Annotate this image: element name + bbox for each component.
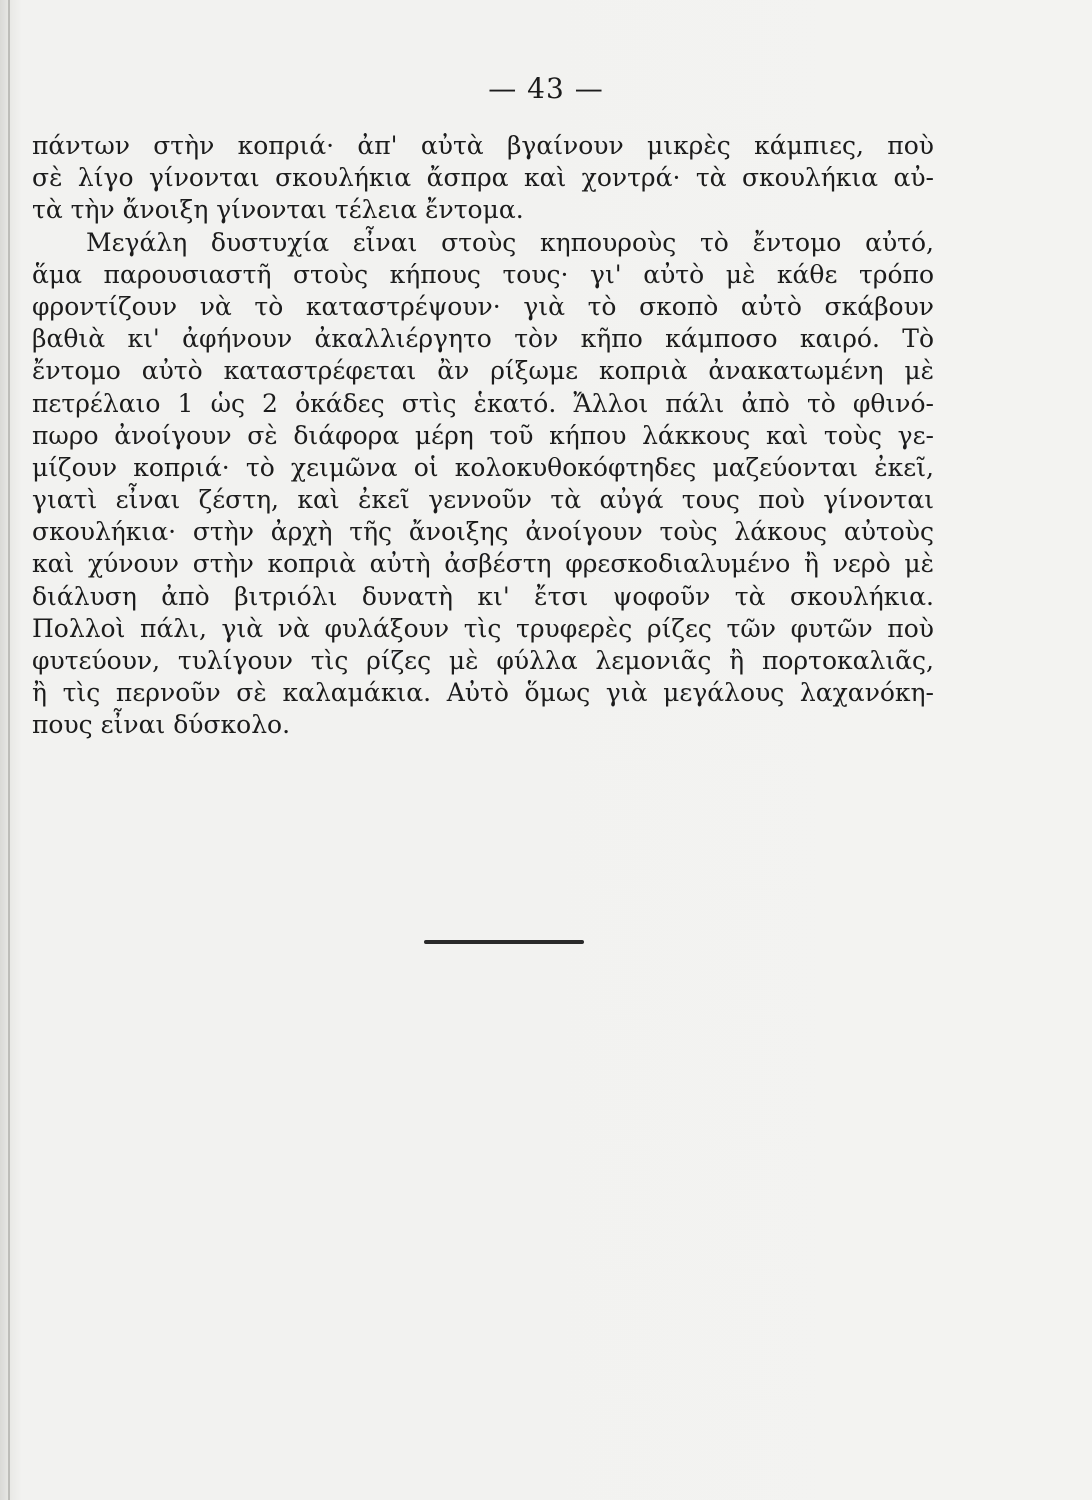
text-line: Πολλοὶ πάλι, γιὰ νὰ φυλάξουν τὶς τρυφερὲς ρίζες τῶν φυτῶν ποὺ <box>32 613 934 643</box>
text-line: ἔντομο αὐτὸ καταστρέφεται ἂν ρίξωμε κοπριὰ ἀνακατωμένη μὲ <box>32 356 934 386</box>
text-line: πετρέλαιο 1 ὡς 2 ὀκάδες στὶς ἑκατό. Ἄλλοι πάλι ἀπὸ τὸ φθινό- <box>32 388 934 418</box>
binding-edge <box>8 0 10 1500</box>
text-line: τὰ τὴν ἄνοιξη γίνονται τέλεια ἔντομα. <box>32 195 524 225</box>
body-text <box>32 130 934 742</box>
text-line: ἢ τὶς περνοῦν σὲ καλαμάκια. Αὐτὸ ὅμως γιὰ μεγάλους λαχανόκη- <box>32 678 934 708</box>
text-line: διάλυση ἀπὸ βιτριόλι δυνατὴ κι' ἔτσι ψοφοῦν τὰ σκουλήκια. <box>32 581 934 611</box>
text-line: ἅμα παρουσιαστῆ στοὺς κήπους τους· γι' αὐτὸ μὲ κάθε τρόπο <box>32 259 934 289</box>
section-divider-rule <box>424 940 584 944</box>
text-line: μίζουν κοπριά· τὸ χειμῶνα οἱ κολοκυθοκόφτηδες μαζεύονται ἐκεῖ, <box>32 452 934 482</box>
text-line: πάντων στὴν κοπριά· ἀπ' αὐτὰ βγαίνουν μικρὲς κάμπιες, ποὺ <box>32 131 934 160</box>
text-line: γιατὶ εἶναι ζέστη, καὶ ἐκεῖ γεννοῦν τὰ αὐγά τους ποὺ γίνονται <box>32 485 934 515</box>
text-line: Μεγάλη δυστυχία εἶναι στοὺς κηπουροὺς τὸ ἔντομο αὐτό, <box>86 227 934 257</box>
text-line: πους εἶναι δύσκολο. <box>32 710 291 740</box>
text-line: σκουλήκια· στὴν ἀρχὴ τῆς ἄνοιξης ἀνοίγουν τοὺς λάκους αὐτοὺς <box>32 517 934 547</box>
text-line: καὶ χύνουν στὴν κοπριὰ αὐτὴ ἀσβέστη φρεσκοδιαλυμένο ἢ νερὸ μὲ <box>32 549 934 579</box>
page-number: — 43 — <box>488 72 604 105</box>
text-line: πωρο ἀνοίγουν σὲ διάφορα μέρη τοῦ κήπου λάκκους καὶ τοὺς γε- <box>32 420 934 450</box>
text-line: φροντίζουν νὰ τὸ καταστρέψουν· γιὰ τὸ σκοπὸ αὐτὸ σκάβουν <box>32 291 934 321</box>
text-line: φυτεύουν, τυλίγουν τὶς ρίζες μὲ φύλλα λεμονιᾶς ἢ πορτοκαλιᾶς, <box>32 646 934 675</box>
text-line: σὲ λίγο γίνονται σκουλήκια ἄσπρα καὶ χοντρά· τὰ σκουλήκια αὐ- <box>32 163 934 193</box>
text-line: βαθιὰ κι' ἀφήνουν ἀκαλλιέργητο τὸν κῆπο κάμποσο καιρό. Τὸ <box>32 324 934 354</box>
